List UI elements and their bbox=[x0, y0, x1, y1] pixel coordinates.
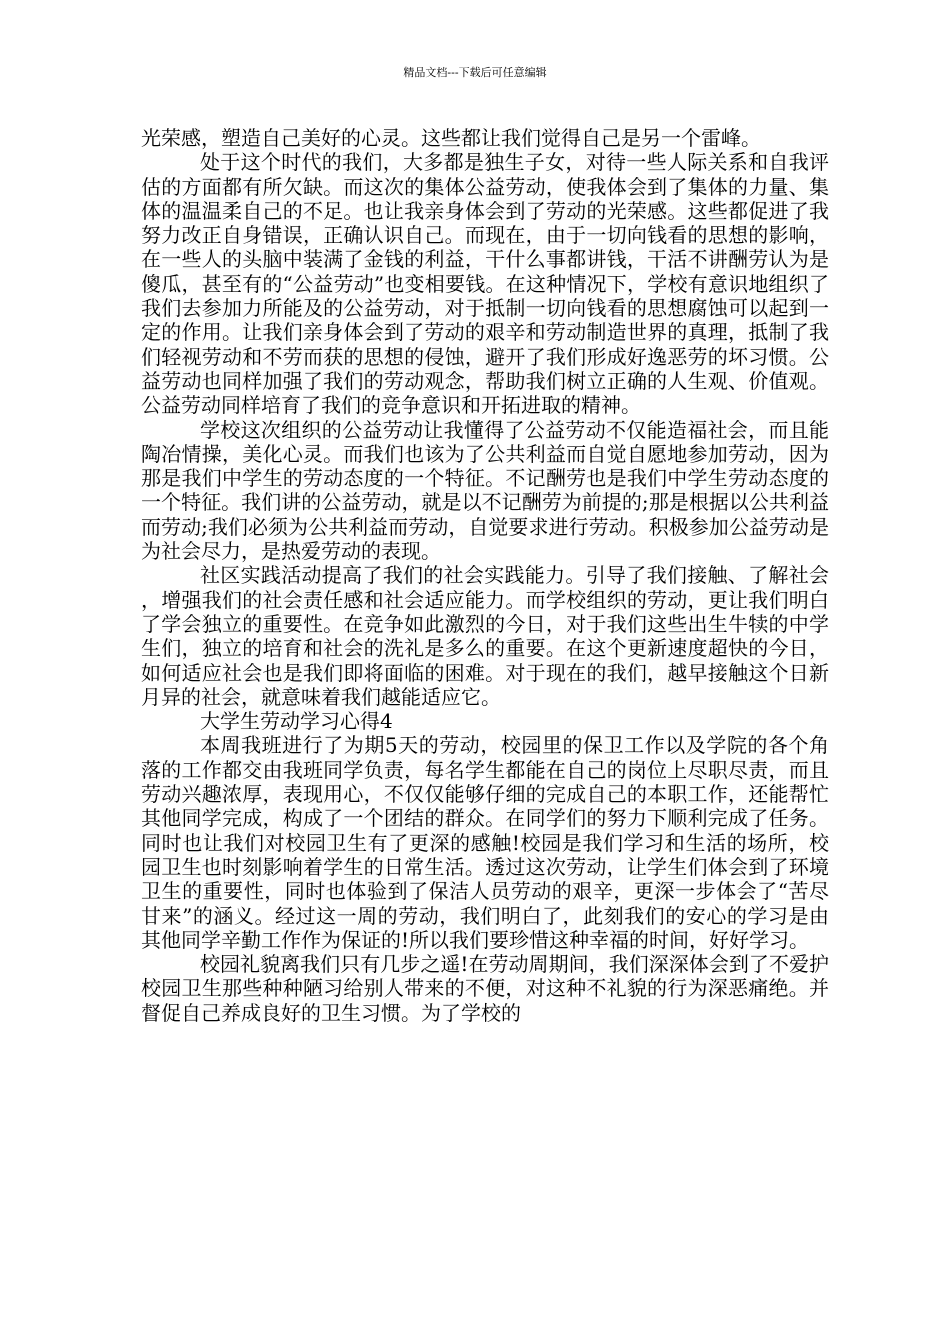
section-heading: 大学生劳动学习心得4 bbox=[200, 709, 393, 734]
paragraph-campus-civility: 校园礼貌离我们只有几步之遥!在劳动周期间，我们深深体会到了不爱护校园卫生那些种种陋习给别人带来的不便，对这种不礼貌的行为深恶痛绝。并督促自己养成良好的卫生习惯。为了学校的 bbox=[141, 952, 829, 1025]
paragraph-public-labor-meaning: 学校这次组织的公益劳动让我懂得了公益劳动不仅能造福社会，而且能陶冶情操，美化心灵。而我们也该为了公共利益而自觉自愿地参加劳动，因为那是我们中学生的劳动态度的一个特征。不记酬劳也是我们中学生劳动态度的一个特征。我们讲的公益劳动，就是以不记酬劳为前提的;那是根据以公共利益而劳动;我们必须为公共利益而劳动，自觉要求进行劳动。积极参加公益劳动是为社会尽力，是热爱劳动的表现。 bbox=[141, 417, 829, 564]
paragraph-social-practice: 社区实践活动提高了我们的社会实践能力。引导了我们接触、了解社会，增强我们的社会责任感和社会适应能力。而学校组织的劳动，更让我们明白了学会独立的重要性。在竞争如此激烈的今日，对于我们这些出生牛犊的中学生们，独立的培育和社会的洗礼是多么的重要。在这个更新速度超快的今日，如何适应社会也是我们即将面临的困难。对于现在的我们，越早接触这个日新月异的社会，就意味着我们越能适应它。 bbox=[141, 563, 829, 709]
paragraph-labor-week: 本周我班进行了为期5天的劳动，校园里的保卫工作以及学院的各个角落的工作都交由我班同学负责，每名学生都能在自己的岗位上尽职尽责，而且劳动兴趣浓厚，表现用心，不仅仅能够仔细的完成自己的本职工作，还能帮忙其他同学完成，构成了一个团结的群众。在同学们的努力下顺利完成了任务。同时也让我们对校园卫生有了更深的感触!校园是我们学习和生活的场所，校园卫生也时刻影响着学生的日常生活。透过这次劳动，让学生们体会到了环境卫生的重要性，同时也体验到了保洁人员劳动的艰辛，更深一步体会了“苦尽甘来”的涵义。经过这一周的劳动，我们明白了，此刻我们的安心的学习是由其他同学辛勤工作作为保证的!所以我们要珍惜这种幸福的时间，好好学习。 bbox=[141, 733, 829, 952]
paragraph-continued: 光荣感，塑造自己美好的心灵。这些都让我们觉得自己是另一个雷峰。 bbox=[141, 126, 761, 150]
paragraph-only-child-generation: 处于这个时代的我们，大多都是独生子女，对待一些人际关系和自我评估的方面都有所欠缺。而这次的集体公益劳动，使我体会到了集体的力量、集体的温温柔自己的不足。也让我亲身体会到了劳动的光荣感。这些都促进了我努力改正自身错误，正确认识自己。而现在，由于一切向钱看的思想的影响，在一些人的头脑中装满了金钱的利益，干什么事都讲钱，干活不讲酬劳认为是傻瓜，甚至有的“公益劳动”也变相要钱。在这种情况下，学校有意识地组织了我们去参加力所能及的公益劳动，对于抵制一切向钱看的思想腐蚀可以起到一定的作用。让我们亲身体会到了劳动的艰辛和劳动制造世界的真理，抵制了我们轻视劳动和不劳而获的思想的侵蚀，避开了我们形成好逸恶劳的坏习惯。公益劳动也同样加强了我们的劳动观念，帮助我们树立正确的人生观、价值观。公益劳动同样培育了我们的竞争意识和开拓进取的精神。 bbox=[141, 150, 829, 418]
document-body bbox=[141, 126, 829, 1025]
page-header: 精品文档---下载后可任意编辑 bbox=[403, 66, 547, 79]
